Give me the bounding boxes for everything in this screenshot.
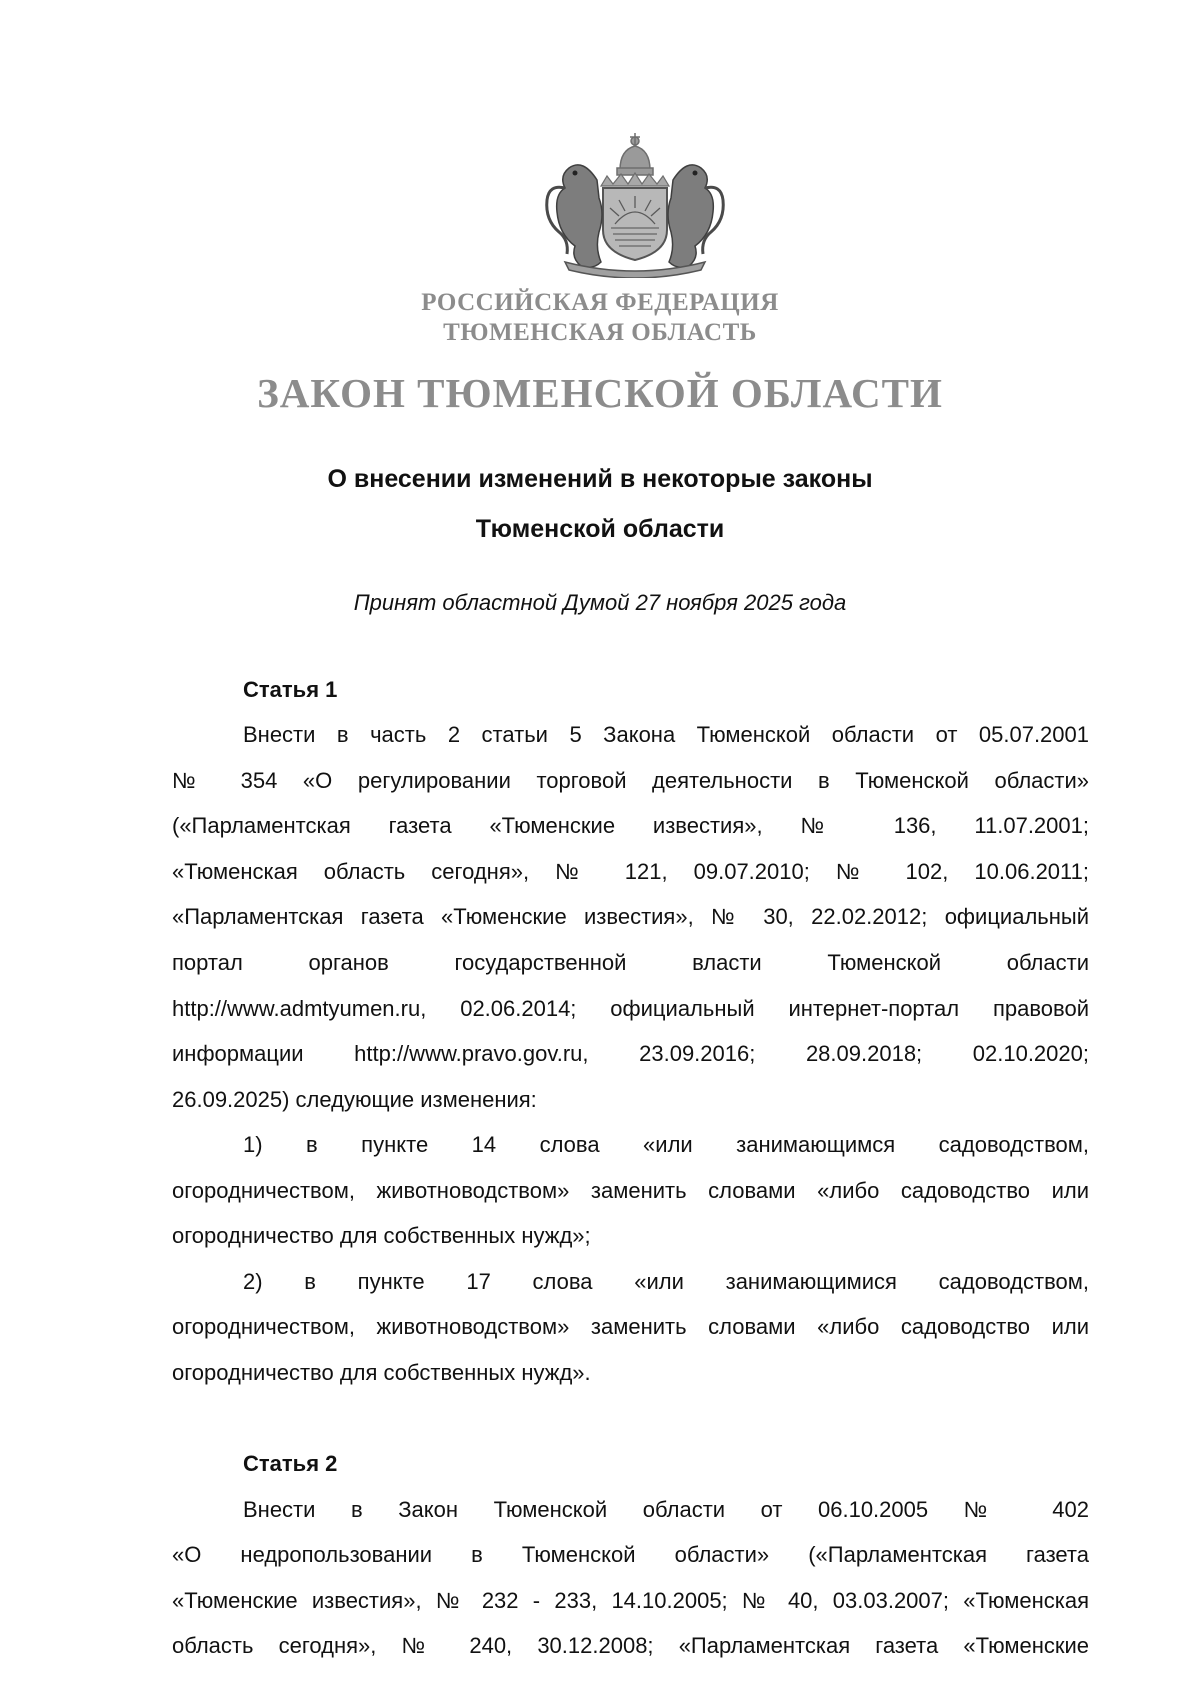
document-title-line-2: Тюменской области	[475, 515, 725, 543]
article-2-line: область сегодня», № 240, 30.12.2008; «Парламентская газета «Тюменские	[172, 1633, 1089, 1658]
article-2-line: Внести в Закон Тюменской области от 06.10.2005 № 402	[243, 1497, 1089, 1522]
article-1-heading: Статья 1	[243, 677, 338, 702]
document-title-line-1: О внесении изменений в некоторые законы	[327, 465, 873, 493]
article-1-line: 26.09.2025) следующие изменения:	[172, 1087, 537, 1112]
coat-of-arms-icon	[535, 128, 735, 278]
law-heading: ЗАКОН ТЮМЕНСКОЙ ОБЛАСТИ	[257, 370, 943, 416]
article-1-line: Внести в часть 2 статьи 5 Закона Тюменской области от 05.07.2001	[243, 722, 1089, 747]
article-1-line: № 354 «О регулировании торговой деятельности в Тюменской области»	[172, 768, 1089, 793]
article-1-line: огородничество для собственных нужд».	[172, 1360, 591, 1385]
article-2-heading: Статья 2	[243, 1451, 338, 1476]
article-1-line: «Тюменская область сегодня», № 121, 09.07.2010; № 102, 10.06.2011;	[172, 859, 1089, 884]
adoption-note: Принят областной Думой 27 ноября 2025 года	[353, 590, 847, 615]
article-1-line: («Парламентская газета «Тюменские известия», № 136, 11.07.2001;	[172, 813, 1089, 838]
article-1-line: огородничеством, животноводством» заменить словами «либо садоводство или	[172, 1178, 1089, 1203]
article-1-line: информации http://www.pravo.gov.ru, 23.09.2016; 28.09.2018; 02.10.2020;	[172, 1041, 1089, 1066]
region-heading: ТЮМЕНСКАЯ ОБЛАСТЬ	[443, 319, 757, 346]
country-heading: РОССИЙСКАЯ ФЕДЕРАЦИЯ	[421, 289, 779, 316]
article-1-line: портал органов государственной власти Тюменской области	[172, 950, 1089, 975]
article-1-item-2: 2) в пункте 17 слова «или занимающимися садоводством,	[243, 1269, 1089, 1294]
article-1-line: http://www.admtyumen.ru, 02.06.2014; официальный интернет-портал правовой	[172, 996, 1089, 1021]
article-1-item-1: 1) в пункте 14 слова «или занимающимся садоводством,	[243, 1132, 1089, 1157]
article-1-line: «Парламентская газета «Тюменские известия», № 30, 22.02.2012; официальный	[172, 904, 1089, 929]
article-2-line: «О недропользовании в Тюменской области» («Парламентская газета	[172, 1542, 1089, 1567]
article-2-line: «Тюменские известия», № 232 - 233, 14.10.2005; № 40, 03.03.2007; «Тюменская	[172, 1588, 1089, 1613]
article-1-line: огородничеством, животноводством» заменить словами «либо садоводство или	[172, 1314, 1089, 1339]
article-1-line: огородничество для собственных нужд»;	[172, 1223, 591, 1248]
